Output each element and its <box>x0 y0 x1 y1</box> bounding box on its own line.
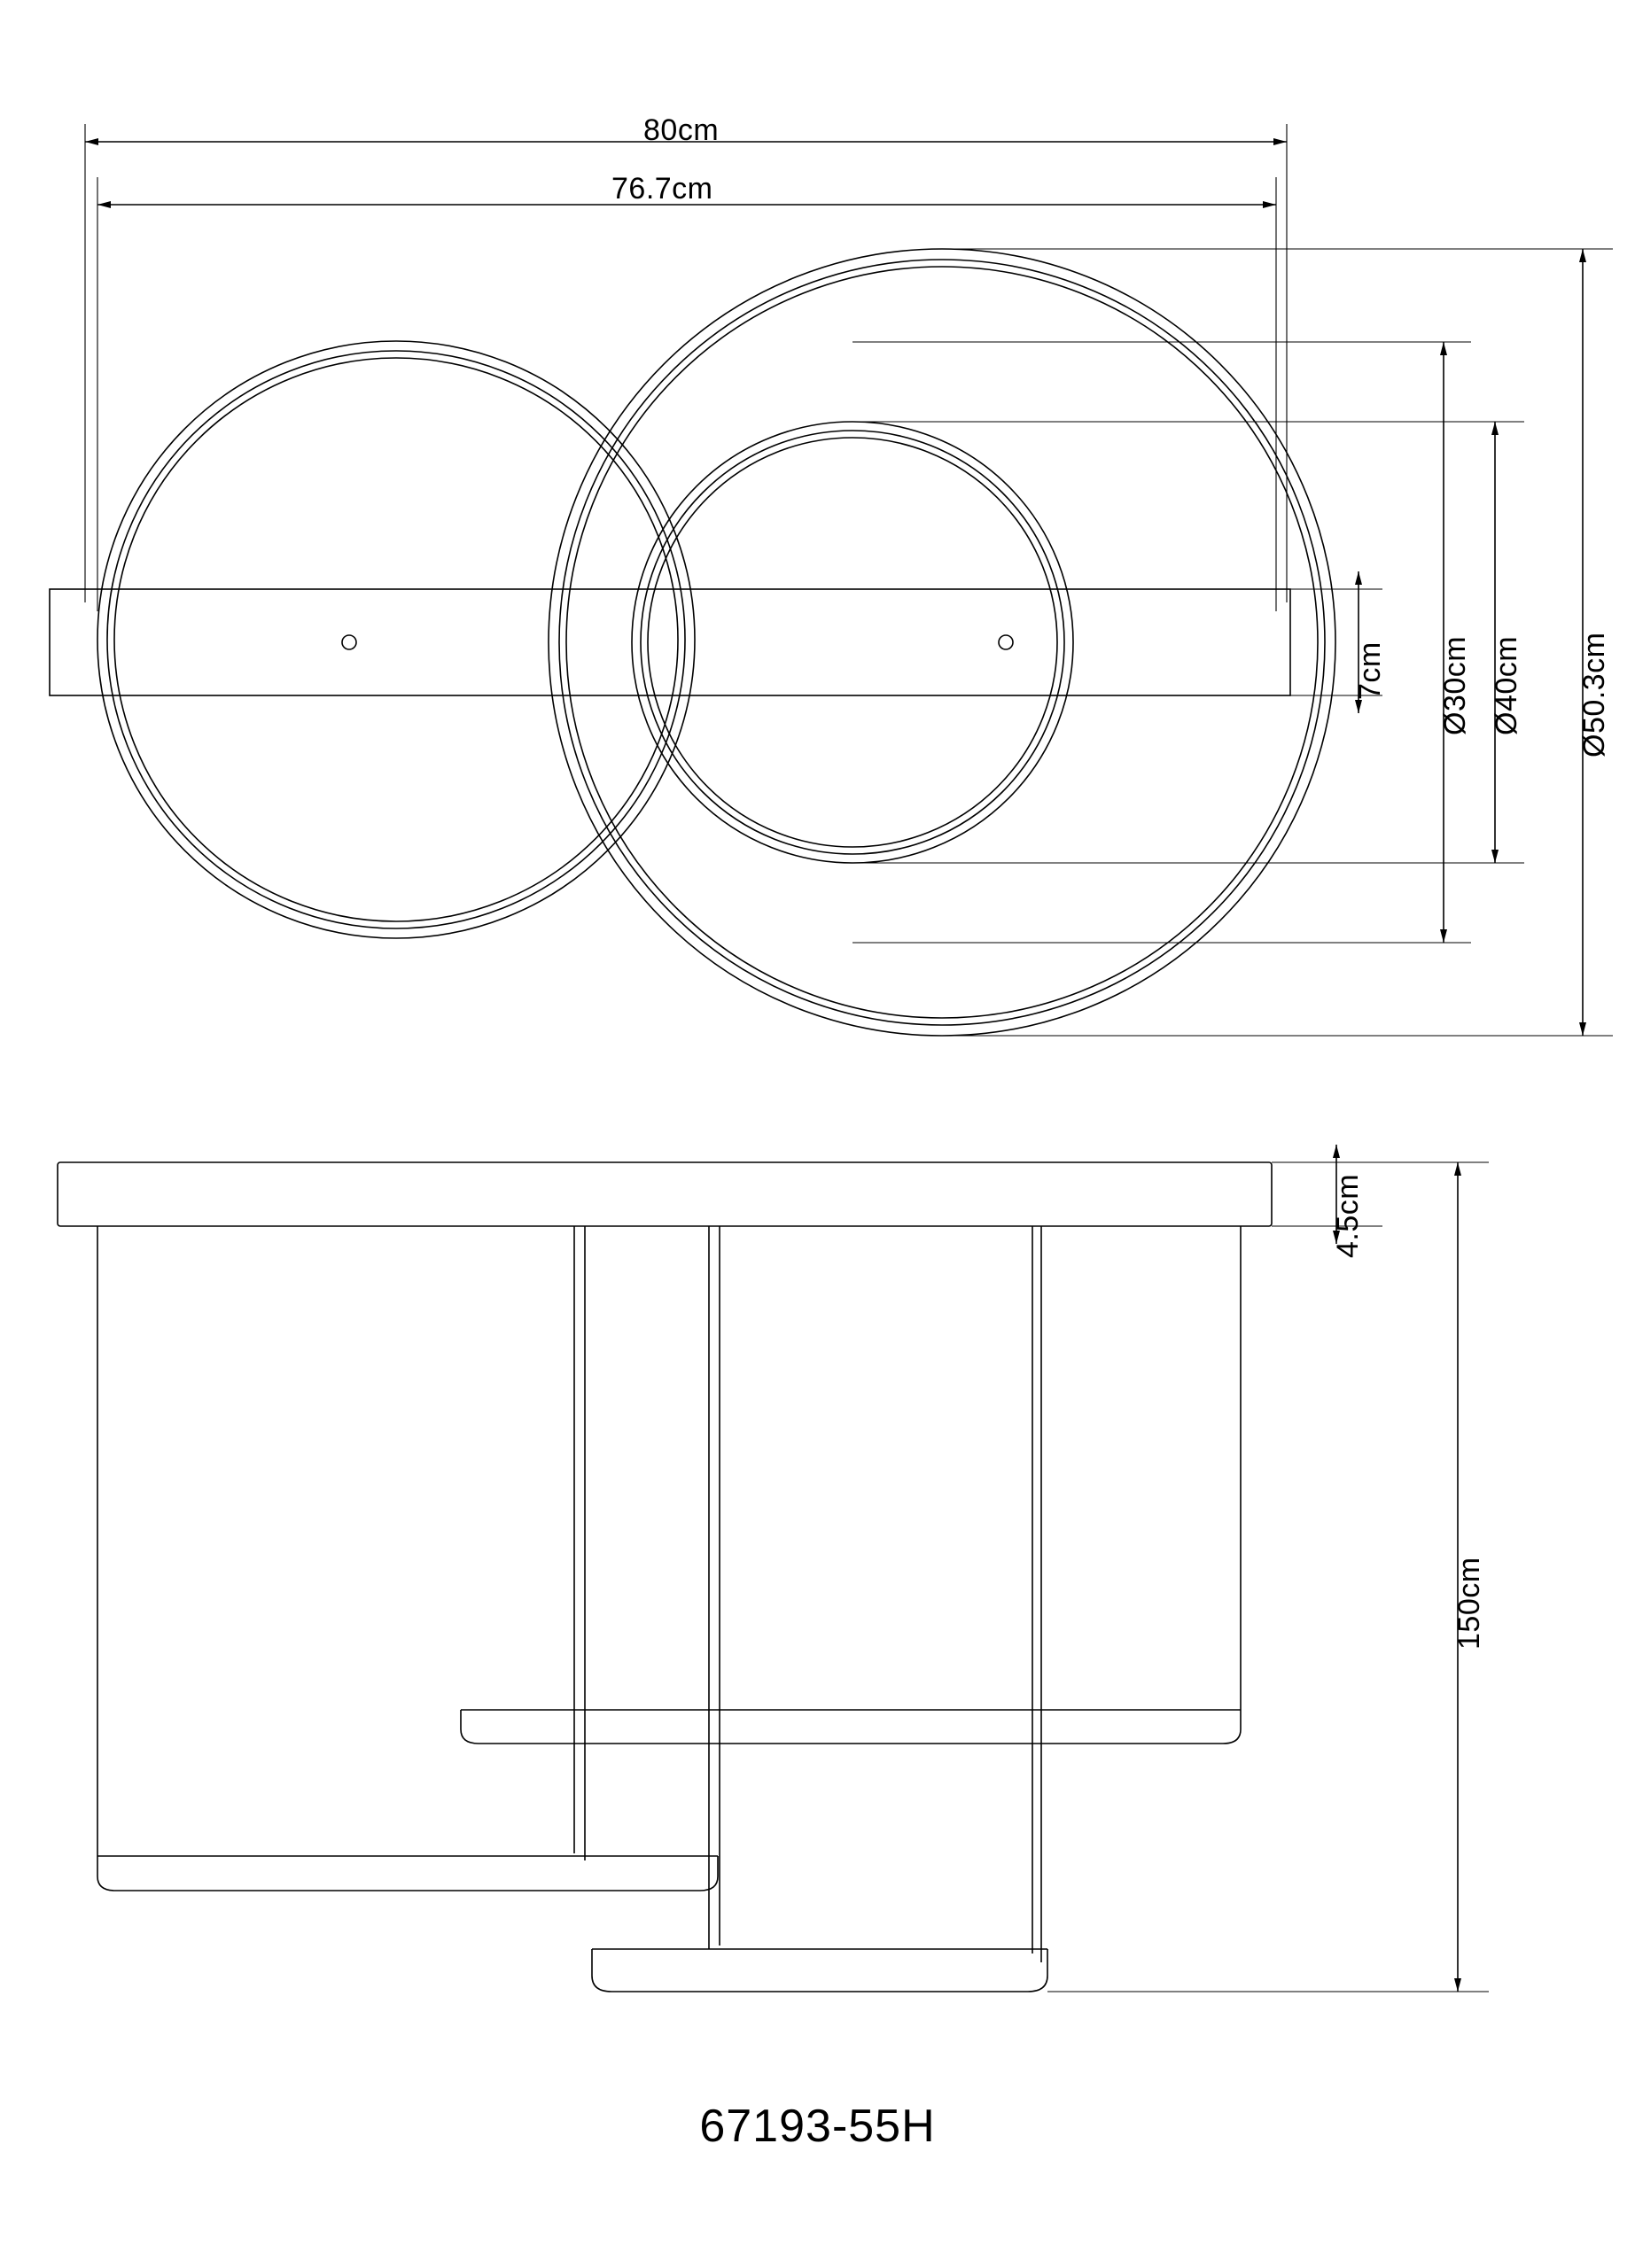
front-view-dimension-lines <box>1336 1145 1458 1992</box>
ring-small-inner <box>641 431 1064 854</box>
dim-label-canopy-height: 4.5cm <box>1331 1173 1365 1258</box>
dim-label-dia-30: Ø30cm <box>1438 635 1472 735</box>
ring-medium-inner <box>107 351 685 928</box>
dim-label-ring-span: 76.7cm <box>611 172 713 206</box>
dim-label-dia-40: Ø40cm <box>1490 635 1523 735</box>
ring-small-outer <box>632 422 1073 863</box>
ring-small-bottom-band <box>592 1949 1047 1992</box>
canopy <box>58 1162 1272 1226</box>
ring-large-outer <box>549 249 1335 1036</box>
ring-small-inner2 <box>648 438 1057 847</box>
front-view-geometry <box>58 1162 1272 1992</box>
ring-large-inner <box>559 260 1325 1025</box>
dim-label-offset: 7cm <box>1353 641 1387 700</box>
mounting-plate <box>50 589 1290 695</box>
ring-medium-inner2 <box>114 358 678 921</box>
dim-label-total-drop: 150cm <box>1452 1557 1486 1650</box>
ring-large-inner2 <box>566 267 1318 1018</box>
center-mark-right <box>999 635 1013 649</box>
front-view-extension-lines <box>1047 1162 1489 1992</box>
top-view-geometry <box>50 249 1335 1036</box>
ring-medium-outer <box>97 341 695 938</box>
dim-label-overall-width: 80cm <box>643 113 720 147</box>
model-number: 67193-55H <box>699 2101 936 2152</box>
ring-large-bottom-band <box>461 1710 1241 1744</box>
dim-label-dia-50-3: Ø50.3cm <box>1577 632 1611 757</box>
ring-medium-bottom-band <box>97 1856 718 1891</box>
center-mark-left <box>342 635 356 649</box>
